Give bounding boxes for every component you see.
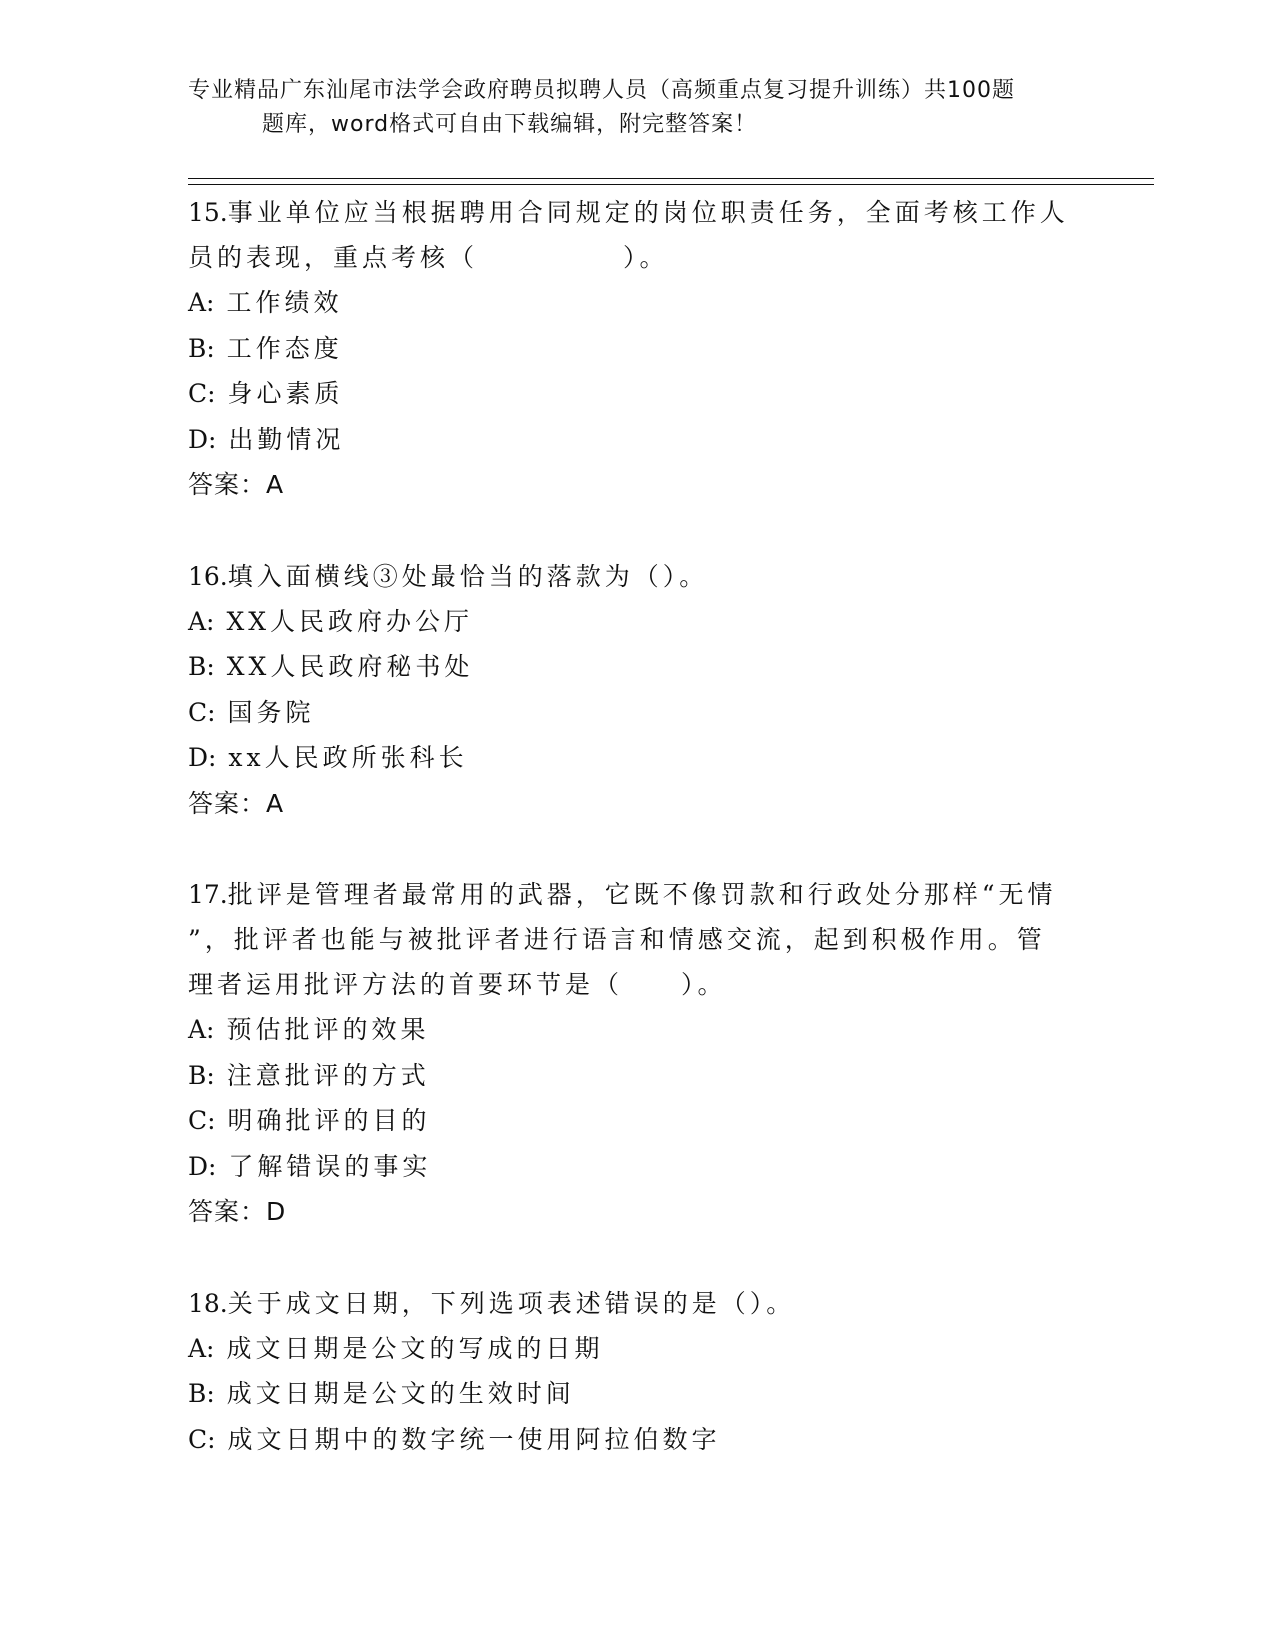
- option-b: B: 注意批评的方式: [188, 1060, 430, 1090]
- option-c: C: 国务院: [188, 697, 315, 727]
- option-d: D: xx人民政所张科长: [188, 743, 468, 772]
- question-stem-line: 16.填入面横线③处最恰当的落款为（）。: [188, 561, 709, 591]
- option-c: C: 成文日期中的数字统一使用阿拉伯数字: [188, 1424, 721, 1454]
- option-a: A: 工作绩效: [188, 288, 343, 317]
- question-list: [188, 190, 1088, 1508]
- question-number: 16.: [188, 561, 228, 591]
- option-c: C: 身心素质: [188, 379, 344, 408]
- question-stem-line: 15.事业单位应当根据聘用合同规定的岗位职责任务，全面考核工作人: [188, 198, 1069, 227]
- document-header: [188, 74, 1088, 142]
- question-17: [188, 872, 1088, 1235]
- question-stem-line: 18.关于成文日期，下列选项表述错误的是（）。: [188, 1288, 796, 1318]
- option-c: C: 明确批评的目的: [188, 1106, 431, 1135]
- answer-line: 答案：D: [188, 1197, 287, 1226]
- header-divider-bottom: [188, 184, 1154, 185]
- question-number: 17.: [188, 880, 228, 909]
- question-stem-line: 员的表现，重点考核（ ）。: [188, 243, 669, 272]
- question-number: 15.: [188, 198, 228, 227]
- header-title-line-2: 题库，word格式可自由下载编辑，附完整答案！: [262, 112, 758, 137]
- question-15: [188, 190, 1088, 508]
- answer-line: 答案：A: [188, 470, 285, 499]
- header-divider-top: [188, 178, 1154, 179]
- option-b: B: XX人民政府秘书处: [188, 652, 474, 681]
- option-d: D: 了解错误的事实: [188, 1151, 432, 1181]
- question-16: [188, 554, 1088, 827]
- option-a: A: 预估批评的效果: [188, 1015, 430, 1044]
- answer-line: 答案：A: [188, 788, 285, 818]
- option-d: D: 出勤情况: [188, 424, 345, 454]
- question-stem-line: 17.批评是管理者最常用的武器，它既不像罚款和行政处分那样“无情: [188, 880, 1057, 909]
- header-title-line-1: 专业精品广东汕尾市法学会政府聘员拟聘人员（高频重点复习提升训练）共100题: [188, 78, 1015, 103]
- question-stem-line: 理者运用批评方法的首要环节是（ ）。: [188, 970, 727, 999]
- option-a: A: XX人民政府办公厅: [188, 606, 474, 636]
- question-stem-line: ”，批评者也能与被批评者进行语言和情感交流，起到积极作用。管: [188, 925, 1046, 954]
- option-b: B: 工作态度: [188, 333, 343, 363]
- option-a: A: 成文日期是公文的写成的日期: [188, 1333, 604, 1363]
- question-18: [188, 1281, 1088, 1463]
- option-b: B: 成文日期是公文的生效时间: [188, 1379, 575, 1408]
- question-number: 18.: [188, 1288, 228, 1318]
